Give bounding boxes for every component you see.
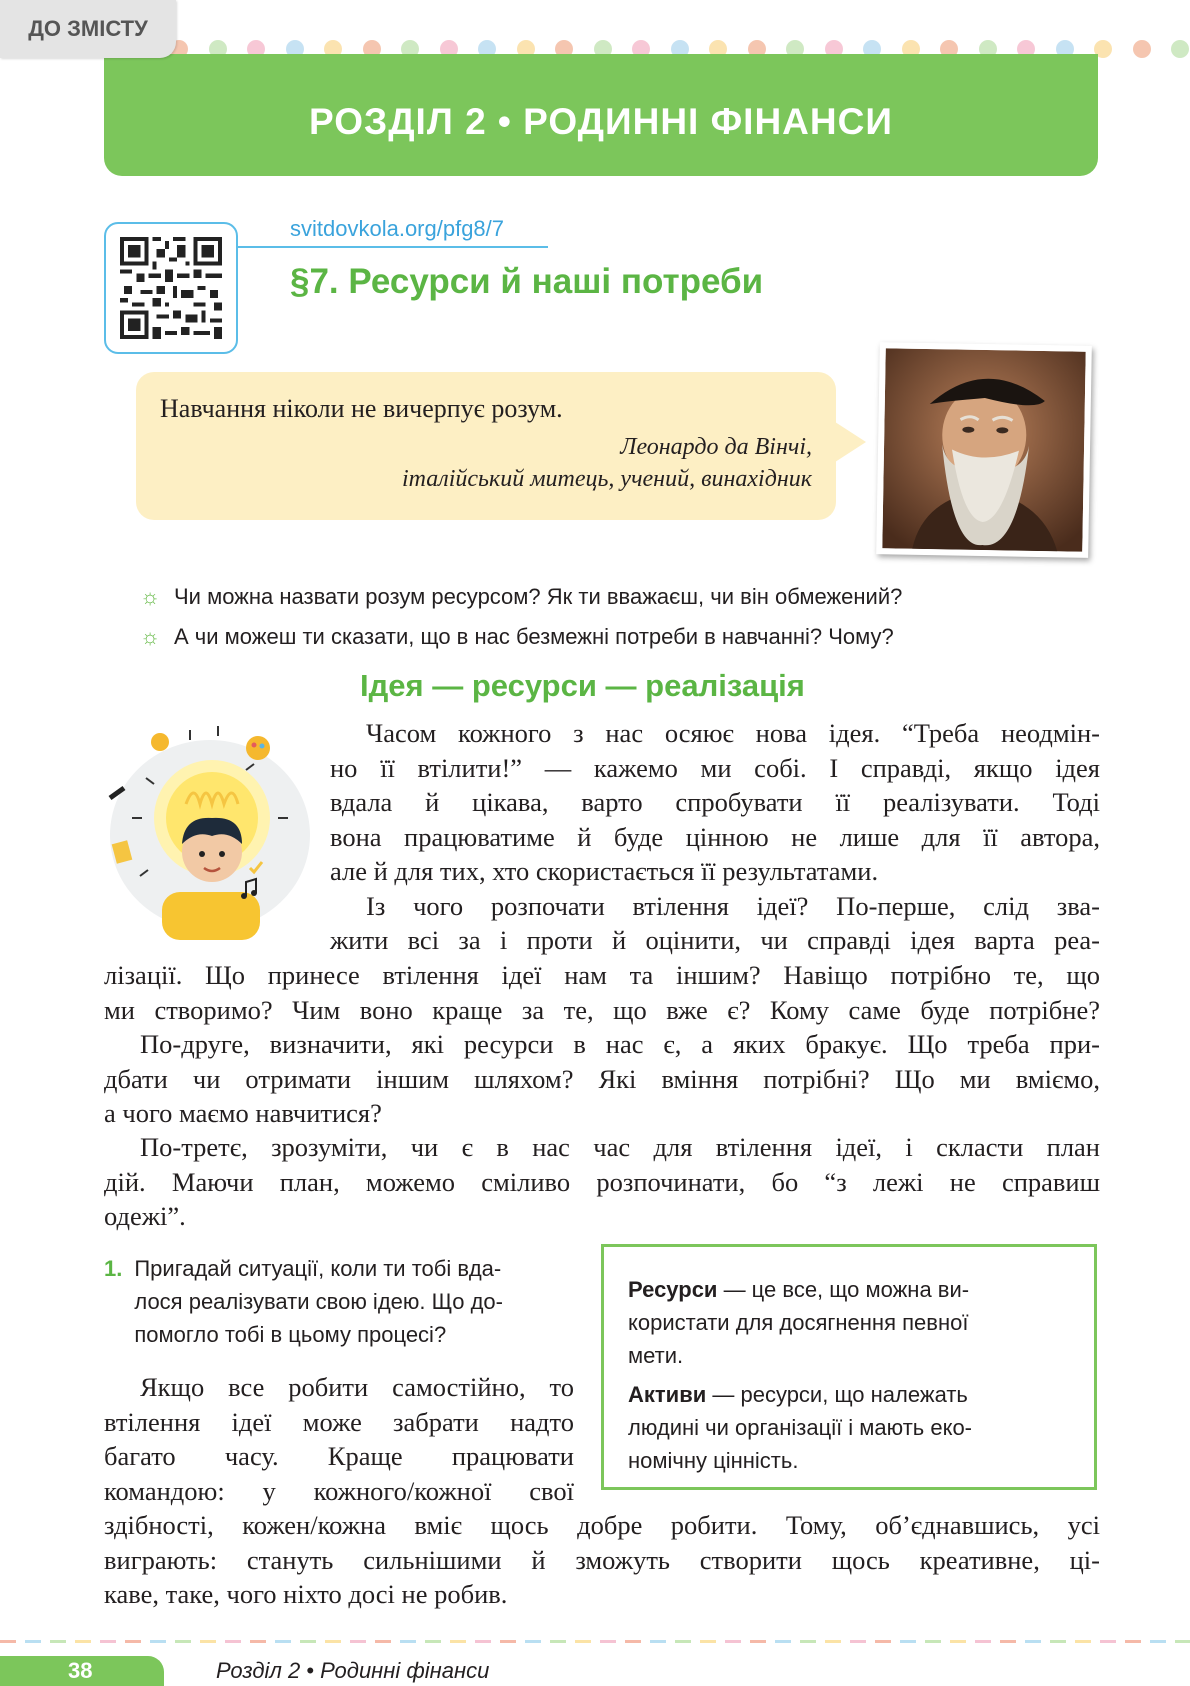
divider-dash xyxy=(50,1640,66,1643)
divider-dash xyxy=(150,1640,166,1643)
quote-bubble-tail xyxy=(832,420,866,464)
divider-dash xyxy=(100,1640,116,1643)
definition-text: — ресурси, що належать xyxy=(706,1382,968,1407)
text-line: вдала й цікава, варто спробувати її реалізувати. Тоді xyxy=(330,787,1100,817)
quote-bubble xyxy=(136,372,836,520)
divider-dash xyxy=(925,1640,941,1643)
text-line: здібності, кожен/кожна вміє щось добре робити. Тому, об’єднавшись, усі xyxy=(104,1510,1100,1540)
text-line: Якщо все робити самостійно, то xyxy=(140,1372,574,1402)
text-line: Часом кожного з нас осяює нова ідея. “Треба неодмін- xyxy=(366,718,1100,748)
body-paragraph xyxy=(104,1130,1100,1234)
divider-dash xyxy=(850,1640,866,1643)
divider-dash xyxy=(175,1640,191,1643)
chapter-title: РОЗДІЛ 2 • РОДИННІ ФІНАНСИ xyxy=(309,101,893,142)
text-line: багато часу. Краще працювати xyxy=(104,1441,574,1471)
divider-dash xyxy=(900,1640,916,1643)
text-line: виграють: стануть сильнішими й зможуть створити щось креативне, ці- xyxy=(104,1544,1100,1575)
divider-dash xyxy=(725,1640,741,1643)
text-line: але й для тих, хто скористається її результатами. xyxy=(330,856,879,886)
text-line: командою: у кожного/кожної свої xyxy=(104,1475,574,1506)
definition-assets xyxy=(628,1378,1070,1477)
divider-dash xyxy=(800,1640,816,1643)
text-line: дбати чи отримати іншим шляхом? Які вміння потрібні? Що ми вміємо, xyxy=(104,1063,1100,1094)
quote-text: Навчання ніколи не вичерпує розум. xyxy=(160,394,563,423)
decorative-dot xyxy=(1171,40,1189,58)
divider-dash xyxy=(75,1640,91,1643)
qr-code-icon xyxy=(119,237,223,339)
question-text: А чи можеш ти сказати, що в нас безмежні потреби в навчанні? Чому? xyxy=(174,624,894,649)
divider-dash xyxy=(350,1640,366,1643)
chapter-banner xyxy=(104,54,1098,176)
text-line: Із чого розпочати втілення ідеї? По-перше, слід зва- xyxy=(366,890,1100,921)
body-paragraph-continued xyxy=(104,958,1100,1027)
divider-dash xyxy=(25,1640,41,1643)
divider-dash xyxy=(125,1640,141,1643)
divider-dash xyxy=(375,1640,391,1643)
body-paragraph xyxy=(330,716,1100,958)
text-line: По-друге, визначити, які ресурси в нас є, а яких бракує. Що треба при- xyxy=(140,1029,1100,1059)
link-underline xyxy=(238,246,548,248)
question-text: Чи можна назвати розум ресурсом? Як ти вважаєш, чи він обмежений? xyxy=(174,584,903,609)
body-paragraph-continued xyxy=(104,1508,1100,1612)
divider-dash xyxy=(1100,1640,1116,1643)
portrait-image xyxy=(876,342,1092,558)
question-item xyxy=(140,624,894,650)
definition-text: номічну цінність. xyxy=(628,1448,799,1473)
text-line: лізації. Що принесе втілення ідеї нам та іншим? Навіщо потрібно те, що xyxy=(104,960,1100,990)
divider-dash xyxy=(950,1640,966,1643)
footer-dashed-divider xyxy=(0,1640,1190,1643)
text-line: ми створимо? Чим воно краще за те, що вже є? Кому саме буде потрібне? xyxy=(104,994,1100,1025)
text-line: а чого маємо навчитися? xyxy=(104,1098,382,1128)
divider-dash xyxy=(225,1640,241,1643)
divider-dash xyxy=(650,1640,666,1643)
definition-term: Активи xyxy=(628,1382,707,1407)
paragraph-link[interactable]: svitdovkola.org/pfg8/7 xyxy=(290,216,505,241)
divider-dash xyxy=(0,1640,16,1643)
body-paragraph xyxy=(104,1370,574,1508)
quote-author: Леонардо да Вінчі, xyxy=(620,434,812,460)
divider-dash xyxy=(1050,1640,1066,1643)
divider-dash xyxy=(1175,1640,1190,1643)
decorative-dot xyxy=(1133,40,1151,58)
question-item xyxy=(140,584,902,610)
definition-text: людині чи організації і мають еко- xyxy=(628,1415,973,1440)
divider-dash xyxy=(775,1640,791,1643)
definition-resources xyxy=(628,1273,1070,1372)
divider-dash xyxy=(550,1640,566,1643)
text-line: одежі”. xyxy=(104,1201,186,1231)
footer-running-title: Розділ 2 • Родинні фінанси xyxy=(216,1658,490,1683)
definition-text: мети. xyxy=(628,1343,684,1368)
quote-author-role: італійський митець, учений, винахідник xyxy=(401,466,812,492)
divider-dash xyxy=(1150,1640,1166,1643)
text-line: помогло тобі в цьому процесі? xyxy=(134,1322,447,1347)
text-line: дій. Маючи план, можемо сміливо розпочинати, бо “з лежі не справиш xyxy=(104,1166,1100,1197)
idea-illustration xyxy=(100,720,310,940)
divider-dash xyxy=(600,1640,616,1643)
text-line: втілення ідеї може забрати надто xyxy=(104,1406,574,1437)
text-line: По-третє, зрозуміти, чи є в нас час для втілення ідеї, і скласти план xyxy=(140,1132,1100,1162)
page-number: 38 xyxy=(0,1656,164,1686)
sun-bullet-icon: ☼ xyxy=(140,584,161,609)
text-line: каве, таке, чого ніхто досі не робив. xyxy=(104,1579,508,1609)
definitions-box xyxy=(601,1244,1097,1490)
divider-dash xyxy=(575,1640,591,1643)
sun-bullet-icon: ☼ xyxy=(140,624,161,649)
section-heading: Ідея — ресурси — реалізація xyxy=(360,668,805,703)
text-line: вона працюватиме й буде цінною не лише для її автора, xyxy=(330,821,1100,852)
divider-dash xyxy=(250,1640,266,1643)
divider-dash xyxy=(450,1640,466,1643)
divider-dash xyxy=(875,1640,891,1643)
task-text xyxy=(134,1252,503,1351)
task-item xyxy=(104,1252,582,1351)
divider-dash xyxy=(475,1640,491,1643)
divider-dash xyxy=(425,1640,441,1643)
text-line: жити всі за і проти й оцінити, чи справді ідея варта реа- xyxy=(330,925,1100,955)
definition-text: — це все, що можна ви- xyxy=(717,1277,970,1302)
divider-dash xyxy=(1125,1640,1141,1643)
divider-dash xyxy=(750,1640,766,1643)
divider-dash xyxy=(625,1640,641,1643)
qr-code[interactable] xyxy=(104,222,238,354)
toc-button[interactable]: ДО ЗМІСТУ xyxy=(0,0,176,58)
divider-dash xyxy=(1075,1640,1091,1643)
divider-dash xyxy=(300,1640,316,1643)
text-line: но її втілити!” — кажемо ми собі. І справді, якщо ідея xyxy=(330,752,1100,783)
divider-dash xyxy=(1025,1640,1041,1643)
divider-dash xyxy=(275,1640,291,1643)
text-line: лося реалізувати свою ідею. Що до- xyxy=(134,1289,503,1314)
divider-dash xyxy=(675,1640,691,1643)
definition-text: користати для досягнення певної xyxy=(628,1310,969,1335)
divider-dash xyxy=(975,1640,991,1643)
divider-dash xyxy=(1000,1640,1016,1643)
portrait-illustration xyxy=(882,348,1085,551)
divider-dash xyxy=(525,1640,541,1643)
paragraph-title: §7. Ресурси й наші потреби xyxy=(290,262,764,301)
divider-dash xyxy=(400,1640,416,1643)
divider-dash xyxy=(825,1640,841,1643)
task-number: 1. xyxy=(104,1256,123,1281)
text-line: Пригадай ситуації, коли ти тобі вда- xyxy=(134,1256,502,1281)
divider-dash xyxy=(700,1640,716,1643)
divider-dash xyxy=(200,1640,216,1643)
body-paragraph xyxy=(104,1027,1100,1131)
definition-term: Ресурси xyxy=(628,1277,718,1302)
divider-dash xyxy=(325,1640,341,1643)
divider-dash xyxy=(500,1640,516,1643)
